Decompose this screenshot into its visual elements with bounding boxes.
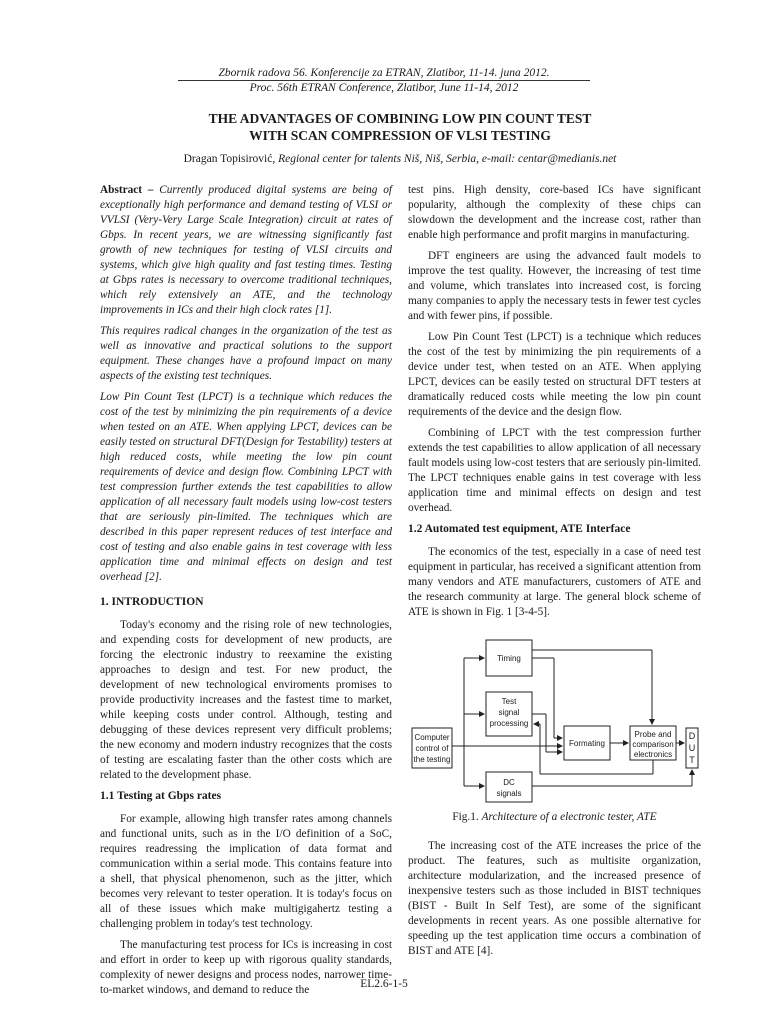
- timing-label: Timing: [497, 654, 521, 663]
- conference-header-line2: Proc. 56th ETRAN Conference, Zlatibor, June 11-14, 2012: [249, 82, 519, 94]
- section-heading-introduction: 1. INTRODUCTION: [100, 596, 204, 608]
- conference-header-line1: Zbornik radova 56. Konferencije za ETRAN, Zlatibor, 11-14. juna 2012.: [218, 67, 550, 79]
- section12-paragraph-1: The economics of the test, especially in a case of need test equipment in particular, has received a significant attention from many vendors and ATE manufacturers, customers of ATE and the research community at large. The general block scheme of ATE is shown in Fig. 1 [3-4-5].: [408, 546, 701, 618]
- author-affiliation: Regional center for talents Niš, Niš, Serbia, e-mail: centar@medianis.net: [278, 153, 617, 165]
- intro-paragraph-1: Today's economy and the rising role of new technologies, and expending costs for development of new products, are forcing the electronic industry to reexamine the existing approaches to design and test. For new product, the development of new technological enviroments promises to provide productivity increases and the fastest time to market, while keeping costs under control. Although, testing and debugging of these devices represent very difficult problems; the new economy and modern industry recognizes that the costs of testing are escalating faster than the other costs which are related to the development phase.: [100, 619, 392, 781]
- right-paragraph-3: Low Pin Count Test (LPCT) is a technique which reduces the cost of the test by minimizing the pin requirements of a device under test, when tested on an ATE. When applying LPCT, devices can be easily tested on structural DFT testers at dramatically reduced costs while meeting the low pin count requirements of the device and the design flow.: [408, 331, 701, 418]
- author-line: [60, 152, 740, 166]
- section11-paragraph-2: The manufacturing test process for ICs is increasing in cost and effort in order to keep up with rigorous quality standards, complexity of newer designs and process nodes, narrower time-to-market windows, and demand to reduce the: [100, 939, 392, 996]
- abstract-text-1: Currently produced digital systems are being of exceptionally high performance and demand testing of VLSI or VVLSI (Very-Very Large Scale Integration) circuit at rates of Gbps. In recent years, we are witnessing significantly fast growth of new techniques for testing of VLSI circuits and systems, which give high quality and fast testing times. Testing at Gbps rates is necessary to overcome traditional techniques, which rely extensively an ATE, and the technology improvements in ICs and their high clock rates [1].: [100, 184, 392, 316]
- ctrl-label-3: the testing: [413, 755, 451, 764]
- dut-label-3: T: [689, 755, 695, 765]
- tsp-label-2: signal: [498, 708, 520, 717]
- probe-label-1: Probe and: [634, 730, 672, 739]
- tsp-label-3: processing: [489, 719, 529, 728]
- figure-caption: [408, 810, 701, 825]
- title-line2: WITH SCAN COMPRESSION OF VLSI TESTING: [249, 128, 551, 143]
- right-paragraph-4: Combining of LPCT with the test compression further extends the test capabilities to allow application of all necessary fault models using low-cost testers that are seriously pin-limited. The LPCT techniques enable gains in test coverage with less application time and minimal effects on design and test overhead.: [408, 427, 701, 514]
- abstract-paragraph-1: [100, 183, 392, 318]
- author-name: Dragan Topisirović,: [183, 153, 276, 165]
- abstract-paragraph-3: Low Pin Count Test (LPCT) is a technique which reduces the cost of the test by minimizing the pin requirements of a device when tested on an ATE. When applying LPCT, devices can be easily tested on structural DFT(Design for Testability) testers at high reduced costs, while meeting the low pin count requirements of device and design flow. Combining LPCT with test compression further extends the test capabilities to allow application of all necessary fault models using low-cost testers that are seriously pin-limited. The techniques which are described in this paper represent reduces of test interface and cost of testing and also enable gains in test coverage with less application time and minimal effects on design and test overhead [2].: [100, 391, 392, 583]
- dc-label-1: DC: [503, 778, 515, 787]
- probe-label-3: electronics: [633, 750, 673, 759]
- left-column: [100, 183, 392, 1004]
- right-paragraph-2: DFT engineers are using the advanced fault models to improve the test quality. However, the increasing of test time and volume, which translates into increased cost, is forcing many companies to apply the necessary tests in fewer test cycles and with fewer pins, if possible.: [408, 250, 701, 322]
- paper-title: [100, 110, 700, 144]
- figure-ate-architecture: [408, 634, 701, 804]
- section-heading-1-1: 1.1 Testing at Gbps rates: [100, 790, 222, 802]
- section11-paragraph-1: For example, allowing high transfer rates among channels and functional units, such as in the I/O definition of a SoC, requires readressing the implication of data format and communication within a serial mode. This contains feature into a shell, that physical phenomenon, such as the jitter, which becomes very relevant to tester operation. It is today's focus on all of these issues which make multigigahertz testing a challenging problem in today's test technology.: [100, 813, 392, 930]
- figure-caption-prefix: Fig.1.: [452, 811, 479, 823]
- dc-label-2: signals: [496, 789, 522, 798]
- ctrl-label-1: Computer: [414, 733, 450, 742]
- ctrl-label-2: control of: [415, 744, 449, 753]
- right-paragraph-1: test pins. High density, core-based ICs have significant popularity, although the complexity of these chips can slowdown the development and the increase cost, rather than enable high performance and profit margins in manufacturing.: [408, 184, 701, 241]
- abstract-label: Abstract –: [100, 184, 154, 196]
- abstract: [100, 183, 392, 585]
- figure-caption-text: Architecture of a electronic tester, ATE: [481, 811, 657, 823]
- page-footer: EL2.6-1-5: [360, 978, 408, 990]
- tsp-label-1: Test: [501, 697, 517, 706]
- formatting-label: Formating: [568, 739, 606, 748]
- right-column: [408, 183, 701, 965]
- right-after-paragraph-1: The increasing cost of the ATE increases the price of the product. The features, such as multisite organization, architecture modularization, and the increased presence of inexpensive testers such as those included in BIST techniques (BIST - Built In Self Test), are some of the significant developments in recent years. As one possible alternative for speeding up the test application time occurs a combination of BIST and ATE [4].: [408, 840, 701, 957]
- ate-block-diagram: [408, 634, 701, 804]
- dut-label-1: D: [688, 731, 696, 741]
- dut-label-2: U: [688, 743, 696, 753]
- abstract-paragraph-2: This requires radical changes in the organization of the test as well as innovative and practical solutions to the support equipment. These changes have a profound impact on many aspects of the existing test techniques.: [100, 325, 392, 382]
- probe-label-2: comparison: [632, 740, 674, 749]
- title-line1: THE ADVANTAGES OF COMBINING LOW PIN COUNT TEST: [208, 111, 592, 126]
- section-heading-1-2: 1.2 Automated test equipment, ATE Interface: [408, 523, 631, 535]
